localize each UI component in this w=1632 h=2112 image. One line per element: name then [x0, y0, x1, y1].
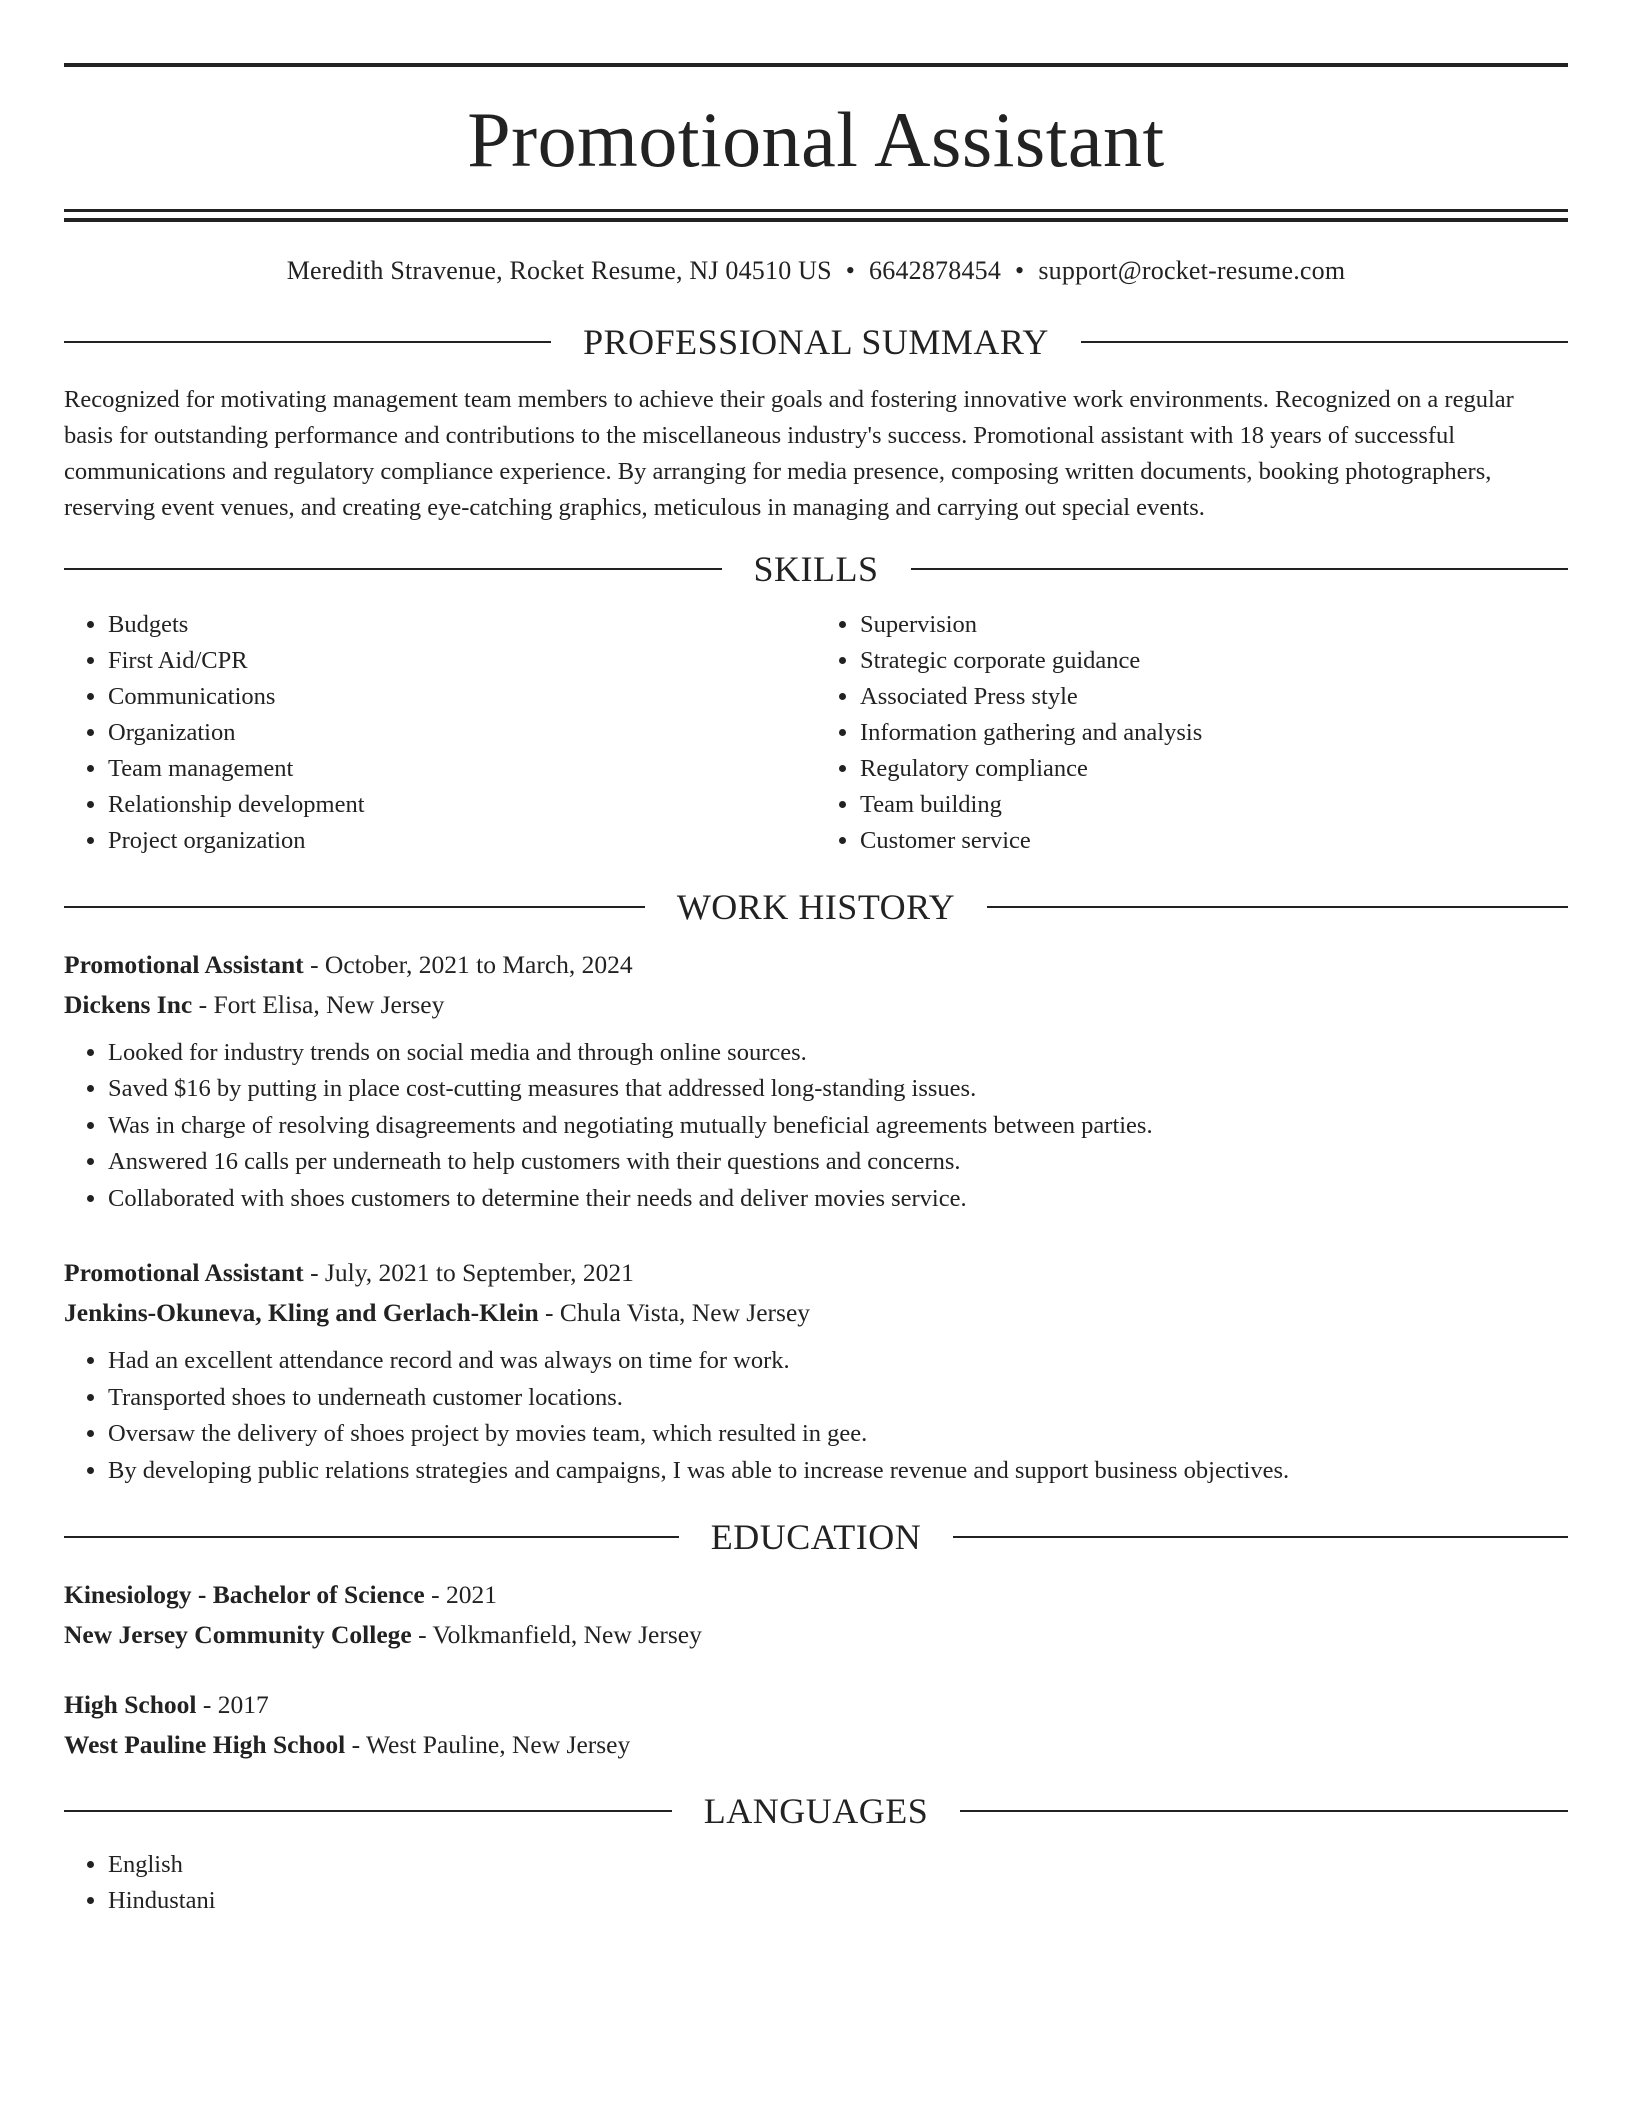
education-location: - Volkmanfield, New Jersey [411, 1620, 702, 1649]
list-item: • Team management [108, 751, 816, 787]
languages-list [64, 1847, 1568, 1919]
section-rule [987, 906, 1568, 908]
list-item: • First Aid/CPR [108, 643, 816, 679]
education-school: New Jersey Community College [64, 1620, 412, 1649]
list-item: • English [108, 1847, 1568, 1883]
education-location: - West Pauline, New Jersey [345, 1730, 631, 1759]
section-header-work [64, 886, 1568, 927]
list-item: • Strategic corporate guidance [860, 643, 1568, 679]
education-degree: High School [64, 1690, 197, 1719]
section-title: SKILLS [753, 548, 879, 589]
education-degree-line [64, 1685, 1568, 1725]
list-item: • Had an excellent attendance record and was always on time for work. [108, 1343, 1568, 1380]
job-title: Promotional Assistant [64, 949, 304, 979]
contact-line [64, 256, 1568, 286]
list-item: • Team building [860, 787, 1568, 823]
list-item: • Organization [108, 715, 816, 751]
section-title: EDUCATION [710, 1517, 922, 1557]
list-item: • Information gathering and analysis [860, 715, 1568, 751]
job-company-line [64, 1293, 1568, 1333]
contact-separator: • [845, 256, 856, 285]
section-title: LANGUAGES [703, 1791, 929, 1831]
list-item: • Collaborated with shoes customers to determine their needs and deliver movies service. [108, 1181, 1568, 1218]
contact-separator: • [1015, 256, 1025, 285]
education-year: - 2021 [424, 1580, 497, 1609]
job-company: Jenkins-Okuneva, Kling and Gerlach-Klein [64, 1298, 539, 1327]
section-rule [64, 906, 645, 908]
list-item: • Saved $16 by putting in place cost-cutting measures that addressed long-standing issues. [108, 1071, 1568, 1108]
list-item: • Budgets [108, 607, 816, 643]
skills-list-left [64, 607, 816, 859]
contact-email: support@rocket-resume.com [1038, 256, 1346, 285]
job-title-line [64, 1253, 1568, 1293]
section-rule [64, 1810, 672, 1812]
section-header-education [64, 1519, 1568, 1555]
job-dates: - July, 2021 to September, 2021 [303, 1258, 634, 1287]
job-location: - Fort Elisa, New Jersey [192, 989, 445, 1019]
section-rule [64, 568, 722, 570]
title-double-rule [64, 209, 1568, 222]
list-item: • Relationship development [108, 787, 816, 823]
education-year: - 2017 [196, 1690, 269, 1719]
section-rule [64, 341, 551, 343]
education-school: West Pauline High School [64, 1730, 346, 1759]
contact-phone: 6642878454 [869, 256, 1002, 285]
job-bullets [64, 1035, 1568, 1218]
education-entry [64, 1685, 1568, 1765]
list-item: • Was in charge of resolving disagreements and negotiating mutually beneficial agreements between parties. [108, 1108, 1568, 1145]
job-dates: - October, 2021 to March, 2024 [303, 949, 633, 979]
education-school-line [64, 1725, 1568, 1765]
section-rule [911, 568, 1569, 570]
list-item: • Associated Press style [860, 679, 1568, 715]
job-title: Promotional Assistant [64, 1258, 304, 1287]
section-rule [953, 1536, 1568, 1538]
skills-list-right [816, 607, 1568, 859]
job-company-line [64, 985, 1568, 1025]
section-header-skills [64, 548, 1568, 589]
job-bullets [64, 1343, 1568, 1489]
job-company: Dickens Inc [64, 989, 193, 1019]
list-item: • By developing public relations strategies and campaigns, I was able to increase revenue and support business objectives. [108, 1453, 1568, 1490]
list-item: • Hindustani [108, 1883, 1568, 1919]
contact-address: Meredith Stravenue, Rocket Resume, NJ 04510 US [286, 256, 832, 285]
section-title: PROFESSIONAL SUMMARY [583, 322, 1049, 362]
education-degree-line [64, 1575, 1568, 1615]
top-rule [64, 63, 1568, 67]
list-item: • Customer service [860, 823, 1568, 859]
section-header-languages [64, 1793, 1568, 1829]
section-title: WORK HISTORY [676, 886, 956, 927]
list-item: • Looked for industry trends on social media and through online sources. [108, 1035, 1568, 1072]
list-item: • Oversaw the delivery of shoes project by movies team, which resulted in gee. [108, 1416, 1568, 1453]
summary-text: Recognized for motivating management team members to achieve their goals and fostering innovative work environments. Recognized on a regular basis for outstanding performance and contributions to the miscellaneous industry's success. Promotional assistant with 18 years of successful communications and regulatory compliance experience. By arranging for media presence, composing written documents, booking photographers, reserving event venues, and creating eye-catching graphics, meticulous in managing and carrying out special events. [64, 386, 1514, 521]
list-item: • Supervision [860, 607, 1568, 643]
section-rule [960, 1810, 1568, 1812]
skills-columns [64, 607, 1568, 859]
list-item: • Project organization [108, 823, 816, 859]
job-title-line [64, 945, 1568, 985]
section-header-summary [64, 324, 1568, 360]
list-item: • Communications [108, 679, 816, 715]
job-entry [64, 945, 1568, 1218]
education-entry [64, 1575, 1568, 1655]
job-entry [64, 1253, 1568, 1489]
page-title: Promotional Assistant [467, 96, 1165, 183]
list-item: • Transported shoes to underneath customer locations. [108, 1380, 1568, 1417]
education-degree: Kinesiology - Bachelor of Science [64, 1580, 425, 1609]
section-rule [1081, 341, 1568, 343]
job-location: - Chula Vista, New Jersey [538, 1298, 811, 1327]
education-school-line [64, 1615, 1568, 1655]
section-rule [64, 1536, 679, 1538]
list-item: • Regulatory compliance [860, 751, 1568, 787]
list-item: • Answered 16 calls per underneath to help customers with their questions and concerns. [108, 1144, 1568, 1181]
